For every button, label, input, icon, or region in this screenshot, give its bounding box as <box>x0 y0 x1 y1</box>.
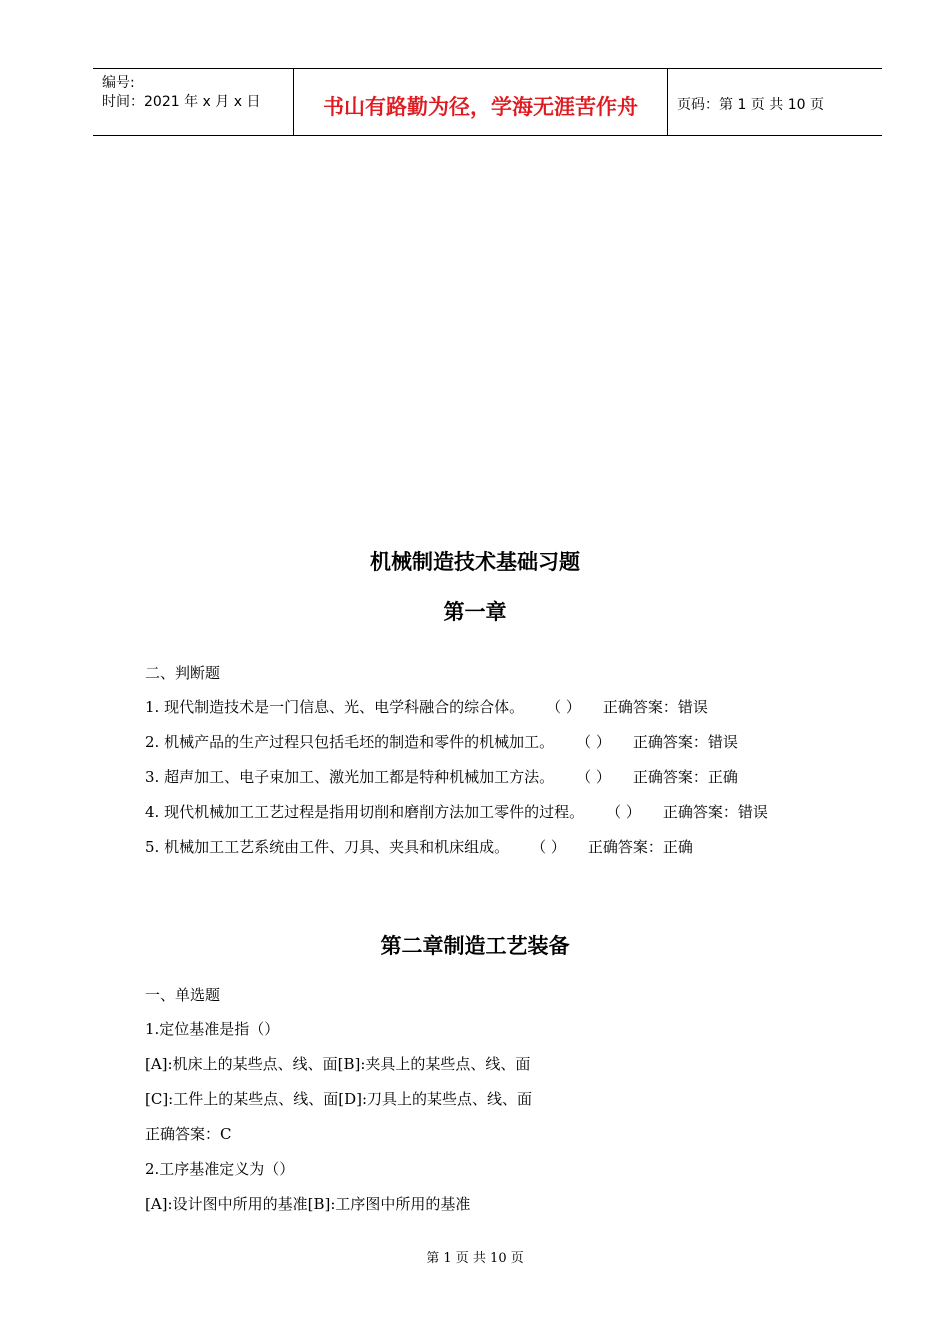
document-header <box>93 68 882 136</box>
chapter1-title: 第一章 <box>443 600 507 624</box>
options-line: [A]:机床上的某些点、线、面[B]:夹具上的某些点、线、面 <box>145 1055 531 1073</box>
question-text: 5. 机械加工工艺系统由工件、刀具、夹具和机床组成。 <box>145 838 510 856</box>
serial-label: 编号: <box>102 75 135 91</box>
question-line: 1.定位基准是指（） <box>145 1020 280 1038</box>
answer-blank: （ ） <box>576 733 611 751</box>
correct-answer: 正确答案：C <box>145 1125 232 1143</box>
header-info-cell <box>93 69 294 135</box>
question-line: 2.工序基准定义为（） <box>145 1160 295 1178</box>
motto: 书山有路勤为径，学海无涯苦作舟 <box>323 95 638 119</box>
correct-answer: 正确答案：错误 <box>632 733 738 751</box>
correct-answer: 正确答案：错误 <box>602 698 708 716</box>
answer-blank: （ ） <box>546 698 581 716</box>
correct-answer: 正确答案：正确 <box>632 768 738 786</box>
document-title: 机械制造技术基础习题 <box>370 550 580 574</box>
question-text: 3. 超声加工、电子束加工、激光加工都是特种机械加工方法。 <box>145 768 555 786</box>
chapter2-section: 一、单选题 <box>145 986 221 1004</box>
answer-blank: （ ） <box>576 768 611 786</box>
correct-answer: 正确答案：错误 <box>662 803 768 821</box>
chapter2-title: 第二章制造工艺装备 <box>380 934 570 958</box>
header-page-cell <box>668 69 882 135</box>
question-text: 1. 现代制造技术是一门信息、光、电学科融合的综合体。 <box>145 698 525 716</box>
header-motto-cell <box>294 69 668 135</box>
judgement-question <box>145 836 693 857</box>
page-info: 页码：第 1 页 共 10 页 <box>677 97 824 113</box>
options-line: [C]:工件上的某些点、线、面[D]:刀具上的某些点、线、面 <box>145 1090 533 1108</box>
page-footer: 第 1 页 共 10 页 <box>426 1251 524 1266</box>
judgement-question <box>145 731 738 752</box>
chapter1-section: 二、判断题 <box>145 664 221 682</box>
answer-blank: （ ） <box>531 838 566 856</box>
answer-blank: （ ） <box>606 803 641 821</box>
judgement-question <box>145 801 768 822</box>
judgement-question <box>145 766 738 787</box>
correct-answer: 正确答案：正确 <box>587 838 693 856</box>
question-text: 4. 现代机械加工工艺过程是指用切削和磨削方法加工零件的过程。 <box>145 803 585 821</box>
options-line: [A]:设计图中所用的基准[B]:工序图中所用的基准 <box>145 1195 471 1213</box>
question-text: 2. 机械产品的生产过程只包括毛坯的制造和零件的机械加工。 <box>145 733 555 751</box>
time-label: 时间：2021 年 x 月 x 日 <box>102 94 261 110</box>
judgement-question <box>145 696 708 717</box>
